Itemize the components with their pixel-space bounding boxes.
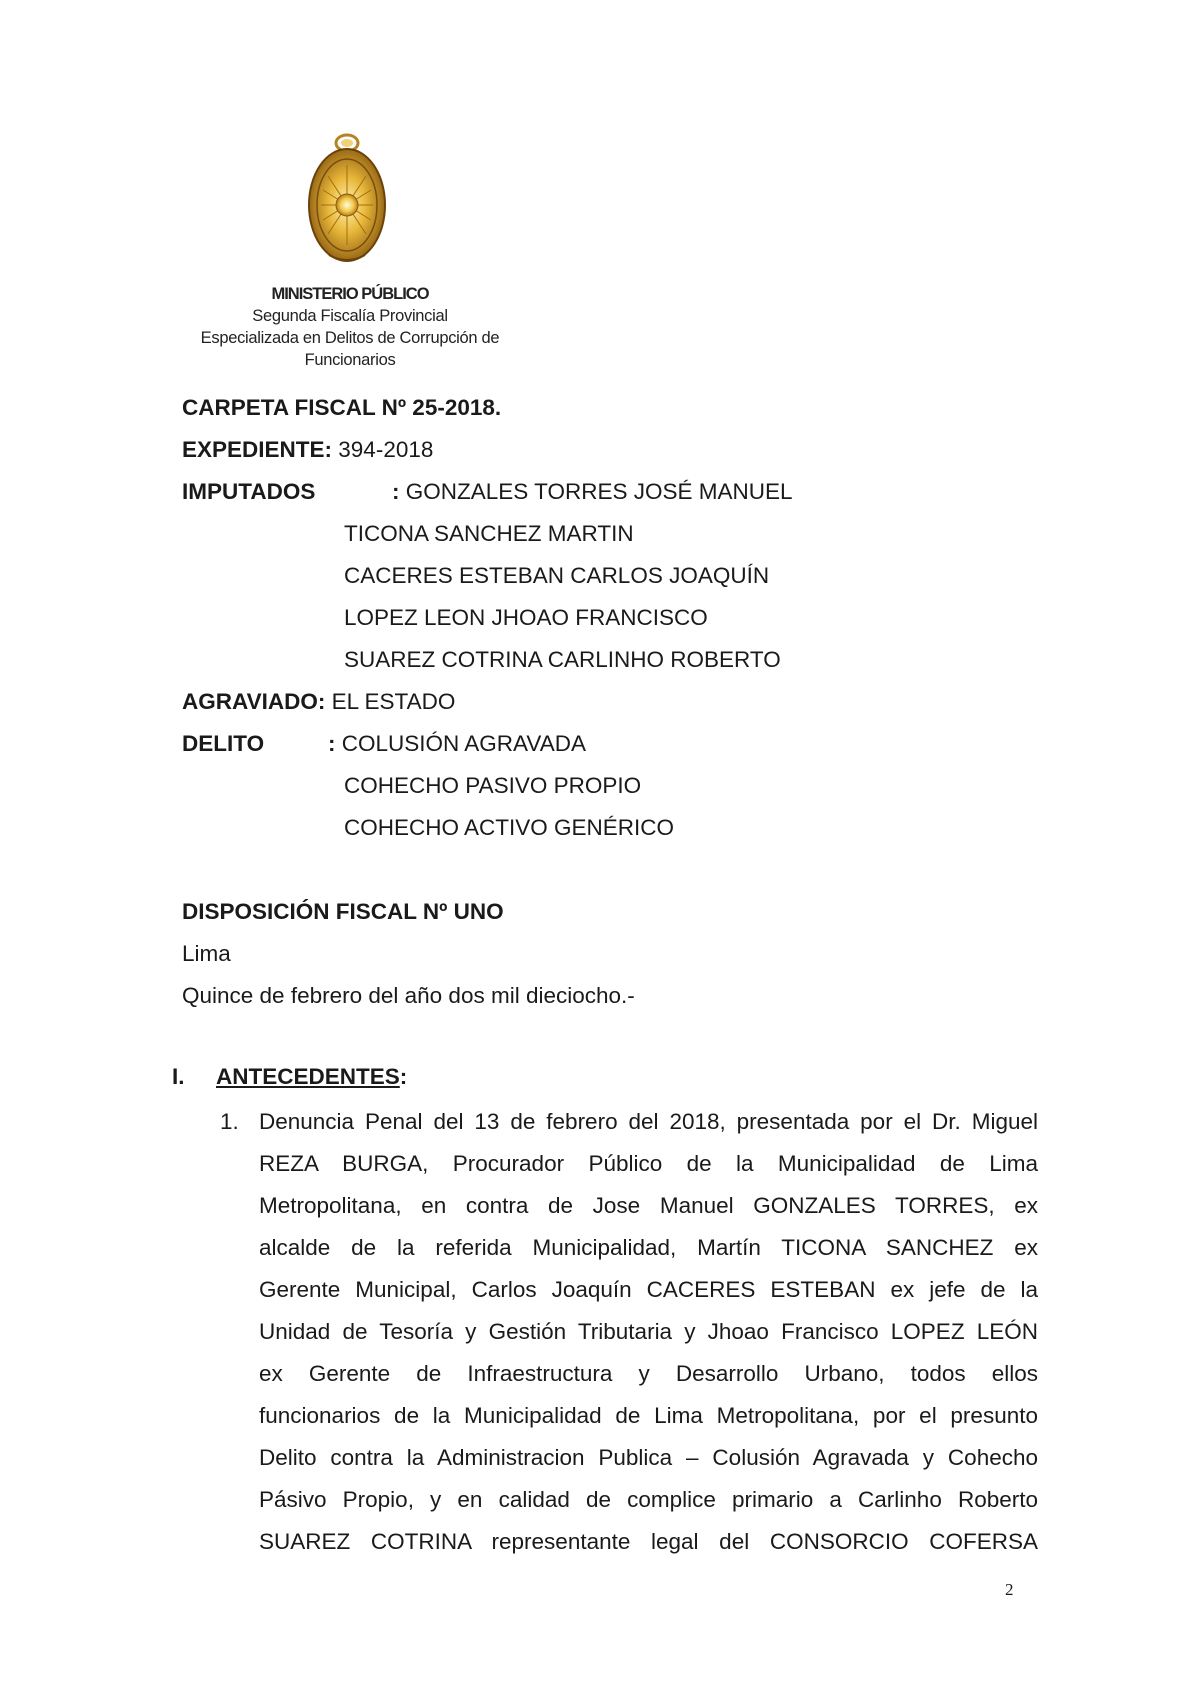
imputado-item: TICONA SANCHEZ MARTIN [344, 521, 634, 546]
paragraph-line: Unidad de Tesoría y Gestión Tributaria y Jhoao Francisco LOPEZ LEÓN [259, 1319, 1038, 1344]
paragraph-line: Denuncia Penal del 13 de febrero del 2018, presentada por el Dr. Miguel [259, 1109, 1038, 1134]
paragraph-line: Metropolitana, en contra de Jose Manuel GONZALES TORRES, ex [259, 1193, 1038, 1218]
paragraph-line: Pásivo Propio, y en calidad de complice primario a Carlinho Roberto [259, 1487, 1038, 1512]
imputado-item: LOPEZ LEON JHOAO FRANCISCO [344, 605, 708, 630]
disposicion-place: Lima [182, 941, 231, 966]
paragraph-line: funcionarios de la Municipalidad de Lima Metropolitana, por el presunto [259, 1403, 1038, 1428]
delito-label: DELITO [182, 731, 265, 756]
section-number: I. [172, 1064, 185, 1089]
carpeta-fiscal-number: CARPETA FISCAL Nº 25-2018. [182, 395, 502, 420]
delito-colon: : [328, 731, 336, 756]
imputados-first [392, 478, 793, 506]
imputados-label: IMPUTADOS [182, 479, 316, 504]
delito-item: COLUSIÓN AGRAVADA [341, 731, 586, 756]
issuing-office-header [150, 283, 550, 371]
imputados-colon: : [392, 479, 400, 504]
delito-item: COHECHO ACTIVO GENÉRICO [344, 815, 675, 840]
office-line-2: Especializada en Delitos de Corrupción de [200, 329, 500, 347]
imputado-item: SUAREZ COTRINA CARLINHO ROBERTO [344, 647, 781, 672]
expediente-row [182, 436, 433, 464]
disposicion-title: DISPOSICIÓN FISCAL Nº UNO [182, 899, 504, 924]
organization-name: MINISTERIO PÚBLICO [271, 285, 429, 303]
list-item-number: 1. [220, 1109, 239, 1134]
page-number: 2 [1005, 1580, 1014, 1599]
paragraph-line: REZA BURGA, Procurador Público de la Municipalidad de Lima [259, 1151, 1038, 1176]
imputado-item: GONZALES TORRES JOSÉ MANUEL [405, 479, 793, 504]
paragraph-text [259, 1101, 1038, 1563]
expediente-label: EXPEDIENTE: [182, 437, 333, 462]
paragraph-line: Gerente Municipal, Carlos Joaquín CACERES ESTEBAN ex jefe de la [259, 1277, 1038, 1302]
paragraph-line: Delito contra la Administracion Publica – Colusión Agravada y Cohecho [259, 1445, 1038, 1470]
imputado-item: CACERES ESTEBAN CARLOS JOAQUÍN [344, 563, 770, 588]
agraviado-row [182, 688, 455, 716]
agraviado-label: AGRAVIADO: [182, 689, 326, 714]
section-heading-antecedentes [172, 1064, 407, 1090]
section-colon: : [399, 1064, 408, 1089]
paragraph-line: SUAREZ COTRINA representante legal del CONSORCIO COFERSA [259, 1529, 1038, 1554]
office-line-3: Funcionarios [304, 351, 396, 369]
paragraph-line: ex Gerente de Infraestructura y Desarrollo Urbano, todos ellos [259, 1361, 1038, 1386]
disposicion-date: Quince de febrero del año dos mil dieciocho.- [182, 983, 635, 1008]
delito-first [328, 730, 586, 758]
agraviado-value: EL ESTADO [325, 689, 456, 714]
paragraph-line: alcalde de la referida Municipalidad, Martín TICONA SANCHEZ ex [259, 1235, 1038, 1260]
expediente-value: 394-2018 [332, 437, 434, 462]
section-title: ANTECEDENTES [216, 1064, 400, 1089]
ministerio-publico-seal-icon [307, 133, 387, 265]
imputados-row [182, 478, 315, 506]
delito-item: COHECHO PASIVO PROPIO [344, 773, 642, 798]
office-line-1: Segunda Fiscalía Provincial [252, 307, 448, 325]
